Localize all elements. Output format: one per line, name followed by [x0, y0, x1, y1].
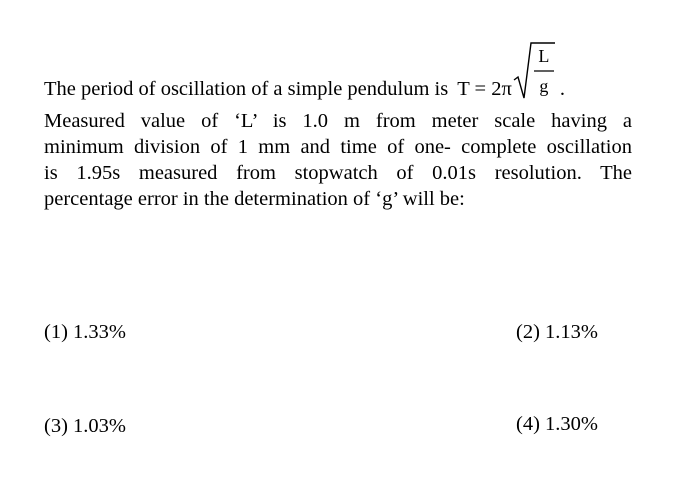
- option-4[interactable]: (4) 1.30%: [516, 413, 598, 435]
- question-body: [44, 108, 632, 212]
- option-2[interactable]: (2) 1.13%: [516, 321, 598, 343]
- question-line: percentage error in the determination of ‘g’ will be:: [44, 188, 465, 210]
- question-line: minimum division of 1 mm and time of one- complete oscillation: [44, 136, 632, 158]
- option-1[interactable]: (1) 1.33%: [44, 321, 126, 343]
- square-root: [512, 40, 556, 102]
- question-line: is 1.95s measured from stopwatch of 0.01s resolution. The: [44, 162, 632, 184]
- formula-end: .: [559, 77, 565, 100]
- option-3[interactable]: (3) 1.03%: [44, 415, 126, 437]
- question-intro-line: [44, 40, 565, 102]
- formula-lhs: T = 2π: [457, 77, 512, 100]
- fraction-denominator: g: [539, 76, 549, 96]
- question-line: Measured value of ‘L’ is 1.0 m from meter scale having a: [44, 110, 632, 132]
- fraction-numerator: L: [538, 46, 550, 66]
- question-intro: The period of oscillation of a simple pendulum is: [44, 77, 449, 100]
- period-formula: [457, 40, 565, 102]
